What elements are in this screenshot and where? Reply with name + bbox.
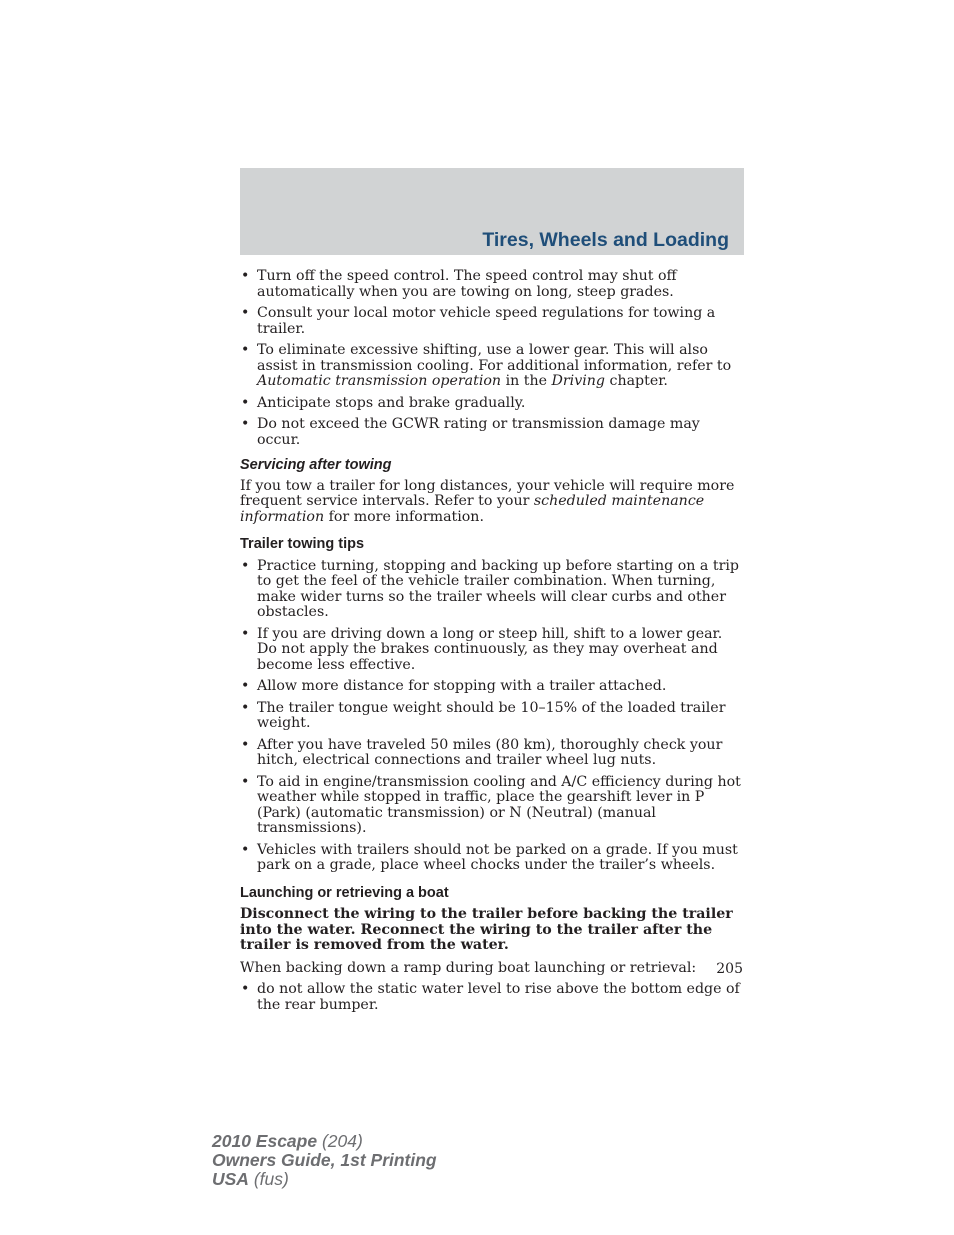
boat-bullet-list — [240, 982, 743, 1013]
list-item: • To aid in engine/transmission cooling and A/C efficiency during hot weather while stopped in traffic, place the gearshift lever in P (Park) (automatic transmission) or N (Neutral) (manual transmissions). — [240, 775, 743, 837]
list-item: • do not allow the static water level to rise above the bottom edge of the rear bumper. — [240, 982, 743, 1013]
list-item: • Do not exceed the GCWR rating or transmission damage may occur. — [240, 417, 743, 448]
boat-intro: When backing down a ramp during boat launching or retrieval: — [240, 959, 697, 976]
footer-line-market: USA (fus) — [212, 1169, 289, 1189]
list-item: • Anticipate stops and brake gradually. — [240, 396, 743, 412]
servicing-paragraph: If you tow a trailer for long distances, your vehicle will require more frequent service intervals. Refer to your scheduled maintenance information for more information. — [240, 477, 735, 525]
boat-warning: Disconnect the wiring to the trailer before backing the trailer into the water. Reconnect the wiring to the trailer after the trailer is removed from the water. — [240, 906, 733, 953]
list-item: • Consult your local motor vehicle speed regulations for towing a trailer. — [240, 306, 743, 337]
list-item: • Practice turning, stopping and backing up before starting on a trip to get the feel of the vehicle trailer combination. When turning, make wider turns so the trailer wheels will clear curbs and other obstacles. — [240, 559, 743, 621]
page-content — [240, 269, 743, 1019]
list-item: • Vehicles with trailers should not be parked on a grade. If you must park on a grade, place wheel chocks under the trailer’s wheels. — [240, 843, 743, 874]
document-footer — [212, 1132, 437, 1189]
tips-bullet-list — [240, 559, 743, 874]
towing-bullet-list — [240, 269, 743, 448]
list-item: • Turn off the speed control. The speed control may shut off automatically when you are towing on long, steep grades. — [240, 269, 743, 300]
list-item: • The trailer tongue weight should be 10–15% of the loaded trailer weight. — [240, 701, 743, 732]
list-item: • After you have traveled 50 miles (80 km), thoroughly check your hitch, electrical connections and trailer wheel lug nuts. — [240, 738, 743, 769]
servicing-heading: Servicing after towing — [240, 457, 392, 473]
section-header-band — [240, 168, 744, 255]
section-title: Tires, Wheels and Loading — [482, 229, 729, 251]
list-item: • If you are driving down a long or steep hill, shift to a lower gear. Do not apply the brakes continuously, as they may overheat and become less effective. — [240, 627, 743, 674]
cross-reference: Automatic transmission operation — [257, 373, 502, 389]
cross-reference: scheduled maintenance information — [240, 493, 705, 525]
chapter-reference: Driving — [551, 373, 605, 389]
list-item: • To eliminate excessive shifting, use a lower gear. This will also assist in transmission cooling. For additional information, refer to Automatic transmission operation in the Driving chapter. — [240, 343, 743, 390]
list-item: • Allow more distance for stopping with a trailer attached. — [240, 679, 743, 695]
footer-line-printing: Owners Guide, 1st Printing — [212, 1150, 437, 1170]
footer-line-model: 2010 Escape (204) — [212, 1131, 363, 1151]
tips-heading: Trailer towing tips — [240, 536, 365, 552]
page-number: 205 — [716, 961, 743, 977]
boat-heading: Launching or retrieving a boat — [240, 884, 449, 901]
